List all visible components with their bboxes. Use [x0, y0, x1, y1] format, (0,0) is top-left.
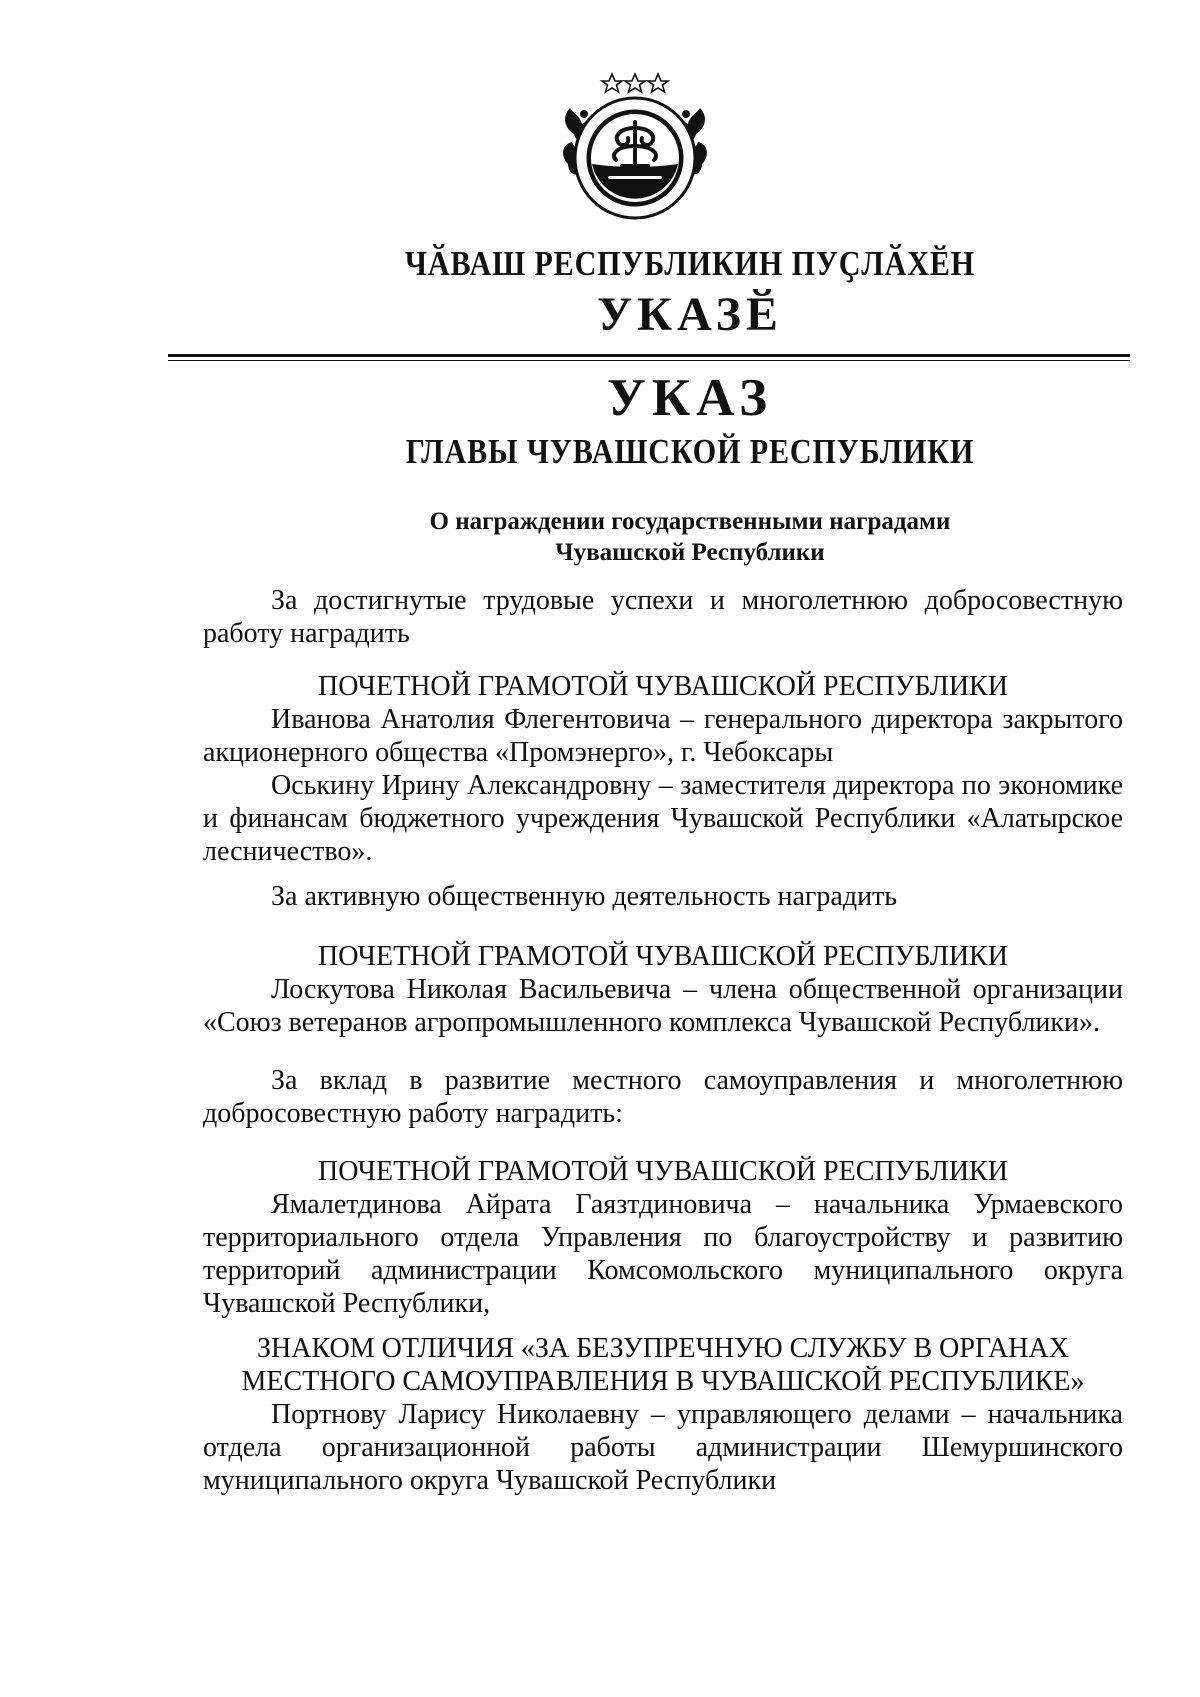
section-2-intro: За активную общественную деятельность наградить — [271, 881, 898, 912]
section-3-awardee-1: Ямалетдинова Айрата Гаязтдиновича – начальника Урмаевского территориального отдела Управления по благоустройству и развитию территорий администрации Комсомольского муниципального округа Чувашской Республики, — [203, 1189, 1123, 1319]
section-3-intro: За вклад в развитие местного самоуправления и многолетнюю добросовестную работу наградить: — [203, 1065, 1123, 1129]
header-divider — [168, 354, 1130, 357]
title-russian: УКАЗ — [606, 369, 774, 427]
section-3-award2-line2: МЕСТНОГО САМОУПРАВЛЕНИЯ В ЧУВАШСКОЙ РЕСПУБЛИКЕ» — [241, 1366, 1085, 1397]
section-3-awardee-2: Портнову Ларису Николаевну – управляющего делами – начальника отдела организационной работы администрации Шемуршинского муниципального округа Чувашской Республики — [203, 1399, 1123, 1496]
chuvash-republic-emblem-icon — [560, 72, 710, 224]
subject-line2: Чувашской Республики — [555, 539, 825, 566]
section-1-awardee-1: Иванова Анатолия Флегентовича – генерального директора закрытого акционерного общества «Промэнерго», г. Чебоксары — [203, 704, 1123, 768]
subject-line1: О награждении государственными наградами — [429, 508, 951, 535]
subtitle-russian: ГЛАВЫ ЧУВАШСКОЙ РЕСПУБЛИКИ — [405, 432, 975, 471]
section-1-awardee-2: Оськину Ирину Александровну – заместителя директора по экономике и финансам бюджетного учреждения Чувашской Республики «Алатырское лесничество». — [203, 770, 1123, 867]
section-1-award: ПОЧЕТНОЙ ГРАМОТОЙ ЧУВАШСКОЙ РЕСПУБЛИКИ — [318, 671, 1008, 702]
title-chuvash-line1: ЧӐВАШ РЕСПУБЛИКИН ПУҪЛӐХӖН — [404, 244, 976, 283]
title-chuvash-line2: УКАЗӖ — [597, 288, 783, 341]
section-2-awardee-1: Лоскутова Николая Васильевича – члена общественной организации «Союз ветеранов агропромышленного комплекса Чувашской Республики». — [203, 974, 1123, 1038]
emblem-stars — [602, 74, 668, 92]
header-divider-thin — [168, 360, 1130, 361]
section-3-award: ПОЧЕТНОЙ ГРАМОТОЙ ЧУВАШСКОЙ РЕСПУБЛИКИ — [318, 1156, 1008, 1187]
section-3-award2-line1: ЗНАКОМ ОТЛИЧИЯ «ЗА БЕЗУПРЕЧНУЮ СЛУЖБУ В ОРГАНАХ — [257, 1333, 1069, 1364]
section-1-intro: За достигнутые трудовые успехи и многолетнюю добросовестную работу наградить — [203, 585, 1123, 649]
section-2-award: ПОЧЕТНОЙ ГРАМОТОЙ ЧУВАШСКОЙ РЕСПУБЛИКИ — [318, 941, 1008, 972]
